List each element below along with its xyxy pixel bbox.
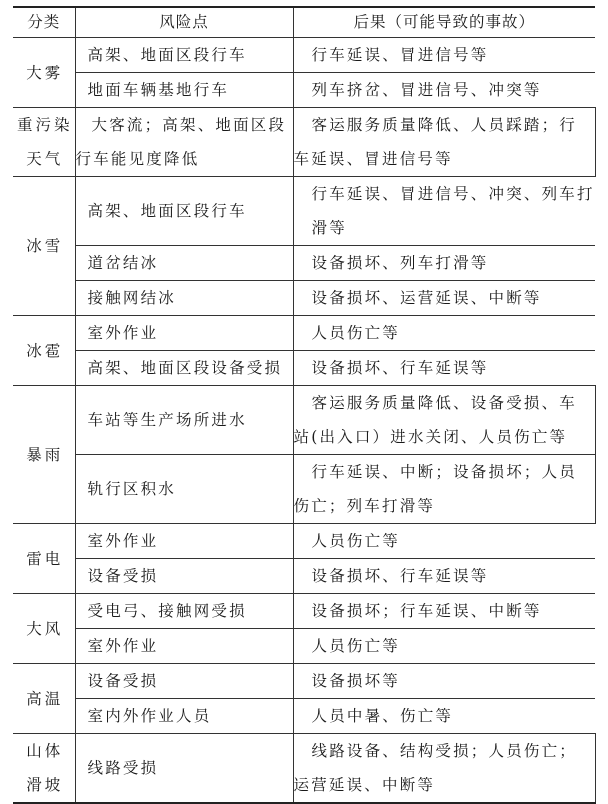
category-line-2: 滑坡: [26, 776, 64, 794]
table-row: [13, 316, 595, 351]
category-cell: [13, 108, 75, 177]
risk-cell: 轨行区积水: [75, 455, 293, 524]
table-row: [13, 455, 595, 524]
risk-cell: 高架、地面区段行车: [75, 177, 293, 246]
risk-cell: 道岔结冰: [75, 246, 293, 281]
risk-cell: 地面车辆基地行车: [75, 73, 293, 108]
consequence-cell: 列车挤岔、冒进信号、冲突等: [293, 73, 595, 108]
risk-cell: 线路受损: [75, 734, 293, 804]
risk-cell: 设备受损: [75, 559, 293, 594]
category-cell: 雷电: [13, 524, 75, 594]
consequence-cell: 人员中暑、伤亡等: [293, 699, 595, 734]
category-cell: 冰雪: [13, 177, 75, 316]
table-row: [13, 664, 595, 699]
table-row: [13, 177, 595, 246]
consequence-cell: 人员伤亡等: [293, 524, 595, 559]
risk-cell: 室外作业: [75, 524, 293, 559]
consequence-cell: 设备损坏、行车延误等: [293, 351, 595, 386]
consequence-cell: 设备损坏、运营延误、中断等: [293, 281, 595, 316]
table-row: [13, 38, 595, 73]
weather-risk-table: [13, 6, 596, 804]
consequence-cell: 行车延误、中断；设备损坏；人员伤亡；列车打滑等: [293, 455, 595, 524]
category-cell: 冰雹: [13, 316, 75, 386]
table-row: [13, 246, 595, 281]
table-row: [13, 281, 595, 316]
table-row: [13, 559, 595, 594]
category-line-2: 天气: [26, 150, 64, 168]
consequence-cell: 客运服务质量降低、设备受损、车站(出入口）进水关闭、人员伤亡等: [293, 386, 595, 455]
category-line-1: 重污染: [16, 116, 73, 134]
consequence-cell: 设备损坏等: [293, 664, 595, 699]
consequence-cell: 人员伤亡等: [293, 629, 595, 664]
category-cell: 大风: [13, 594, 75, 664]
table-header-row: [13, 7, 595, 38]
header-consequence: 后果（可能导致的事故）: [293, 7, 595, 38]
risk-table-container: [13, 6, 596, 804]
table-row: [13, 734, 595, 804]
risk-cell: 受电弓、接触网受损: [75, 594, 293, 629]
category-cell: 大雾: [13, 38, 75, 108]
risk-cell: 设备受损: [75, 664, 293, 699]
risk-cell: 接触网结冰: [75, 281, 293, 316]
risk-cell: 高架、地面区段设备受损: [75, 351, 293, 386]
table-row: [13, 351, 595, 386]
header-risk: 风险点: [75, 7, 293, 38]
consequence-cell: 客运服务质量降低、人员踩踏；行车延误、冒进信号等: [293, 108, 595, 177]
table-row: [13, 73, 595, 108]
header-category: 分类: [13, 7, 75, 38]
consequence-cell: 行车延误、冒进信号、冲突、列车打滑等: [293, 177, 595, 246]
table-row: [13, 386, 595, 455]
consequence-cell: 人员伤亡等: [293, 316, 595, 351]
consequence-cell: 线路设备、结构受损；人员伤亡；运营延误、中断等: [293, 734, 595, 804]
consequence-cell: 行车延误、冒进信号等: [293, 38, 595, 73]
risk-cell: 室外作业: [75, 316, 293, 351]
risk-cell: 高架、地面区段行车: [75, 38, 293, 73]
consequence-cell: 设备损坏；行车延误、中断等: [293, 594, 595, 629]
category-cell: 暴雨: [13, 386, 75, 524]
risk-cell: 室外作业: [75, 629, 293, 664]
table-row: [13, 594, 595, 629]
risk-cell: 大客流；高架、地面区段行车能见度降低: [75, 108, 293, 177]
table-row: [13, 108, 595, 177]
table-row: [13, 524, 595, 559]
category-line-1: 山体: [26, 742, 64, 760]
risk-cell: 车站等生产场所进水: [75, 386, 293, 455]
table-row: [13, 699, 595, 734]
category-cell: 高温: [13, 664, 75, 734]
risk-cell: 室内外作业人员: [75, 699, 293, 734]
consequence-cell: 设备损坏、列车打滑等: [293, 246, 595, 281]
table-row: [13, 629, 595, 664]
consequence-cell: 设备损坏、行车延误等: [293, 559, 595, 594]
category-cell: [13, 734, 75, 804]
